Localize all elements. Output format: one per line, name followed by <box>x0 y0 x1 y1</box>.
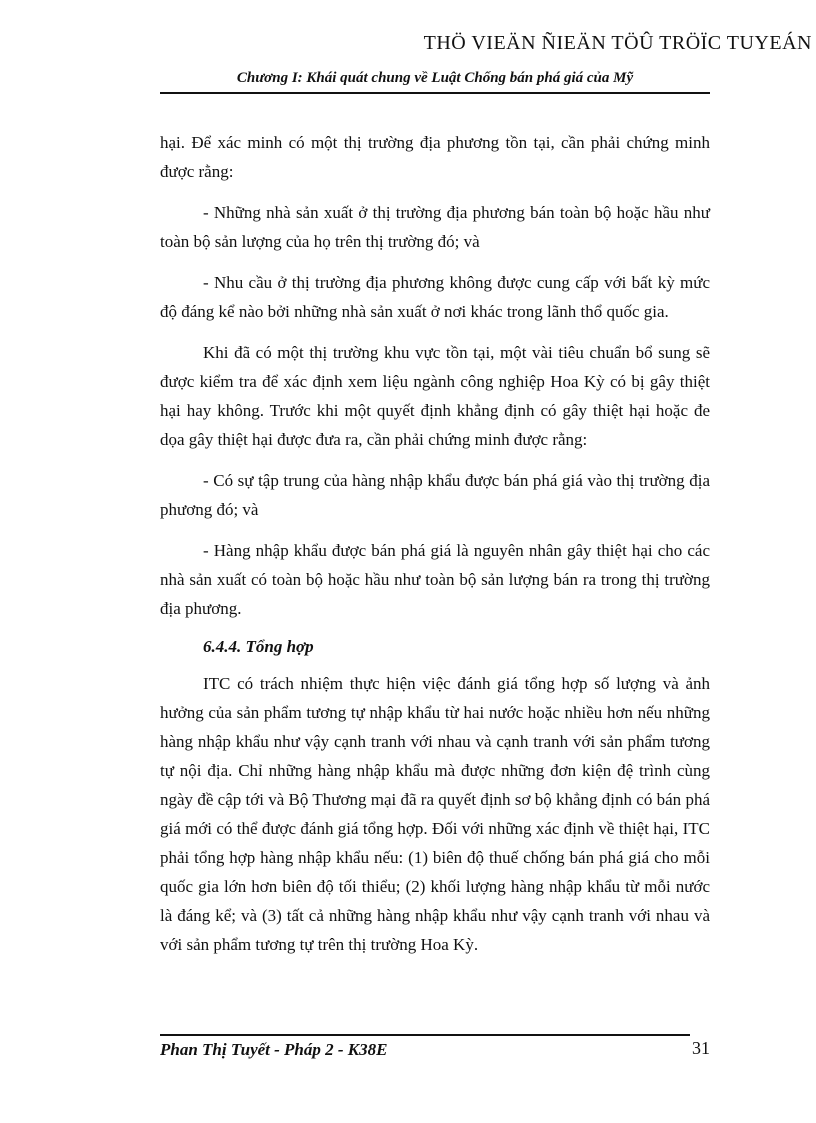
section-heading: 6.4.4. Tổng hợp <box>203 637 314 656</box>
library-watermark: THÖ VIEÄN ÑIEÄN TÖÛ TRÖÏC TUYEÁN <box>423 32 812 54</box>
footer-author: Phan Thị Tuyết - Pháp 2 - K38E <box>160 1040 388 1059</box>
paragraph-bullet-concentration: - Có sự tập trung của hàng nhập khẩu được bán phá giá vào thị trường địa phương đó; và <box>160 471 710 519</box>
page-body <box>160 128 710 971</box>
chapter-header: Chương I: Khái quát chung về Luật Chống bán phá giá của Mỹ <box>236 70 634 86</box>
paragraph-cumulation: ITC có trách nhiệm thực hiện việc đánh giá tổng hợp số lượng và ảnh hưởng của sản phẩm tương tự nhập khẩu từ hai nước hoặc nhiều hơn nếu những hàng nhập khẩu như vậy cạnh tranh với nhau và cạnh tranh với sản phẩm tương tự nội địa. Chỉ những hàng nhập khẩu mà được những đơn kiện đệ trình cùng ngày đề cập tới và Bộ Thương mại đã ra quyết định sơ bộ khẳng định có bán phá giá mới có thể được đánh giá tổng hợp. Đối với những xác định về thiệt hại, ITC phải tổng hợp hàng nhập khẩu nếu: (1) biên độ thuế chống bán phá giá cho mỗi quốc gia lớn hơn biên độ tối thiểu; (2) khối lượng hàng nhập khẩu từ mỗi nước là đáng kể; và (3) tất cả những hàng nhập khẩu như vậy cạnh tranh với nhau và với sản phẩm tương tự trên thị trường Hoa Kỳ. <box>160 674 710 954</box>
header-divider <box>160 92 710 94</box>
paragraph-bullet-producers: - Những nhà sản xuất ở thị trường địa phương bán toàn bộ hoặc hầu như toàn bộ sản lượng của họ trên thị trường đó; và <box>160 203 710 251</box>
paragraph-regional-market: Khi đã có một thị trường khu vực tồn tại, một vài tiêu chuẩn bổ sung sẽ được kiểm tra để xác định xem liệu ngành công nghiệp Hoa Kỳ có bị gây thiệt hại hay không. Trước khi một quyết định khẳng định có gây thiệt hại hoặc đe dọa gây thiệt hại được đưa ra, cần phải chứng minh được rằng: <box>160 343 710 449</box>
page-number: 31 <box>692 1038 710 1058</box>
footer-divider <box>160 1034 690 1036</box>
paragraph-bullet-cause: - Hàng nhập khẩu được bán phá giá là nguyên nhân gây thiệt hại cho các nhà sản xuất có toàn bộ hoặc hầu như toàn bộ sản lượng bán ra trong thị trường địa phương. <box>160 541 710 618</box>
paragraph-bullet-demand: - Nhu cầu ở thị trường địa phương không được cung cấp với bất kỳ mức độ đáng kể nào bởi những nhà sản xuất ở nơi khác trong lãnh thổ quốc gia. <box>160 273 710 321</box>
paragraph-continuation: hại. Để xác minh có một thị trường địa phương tồn tại, cần phải chứng minh được rằng: <box>160 133 710 181</box>
